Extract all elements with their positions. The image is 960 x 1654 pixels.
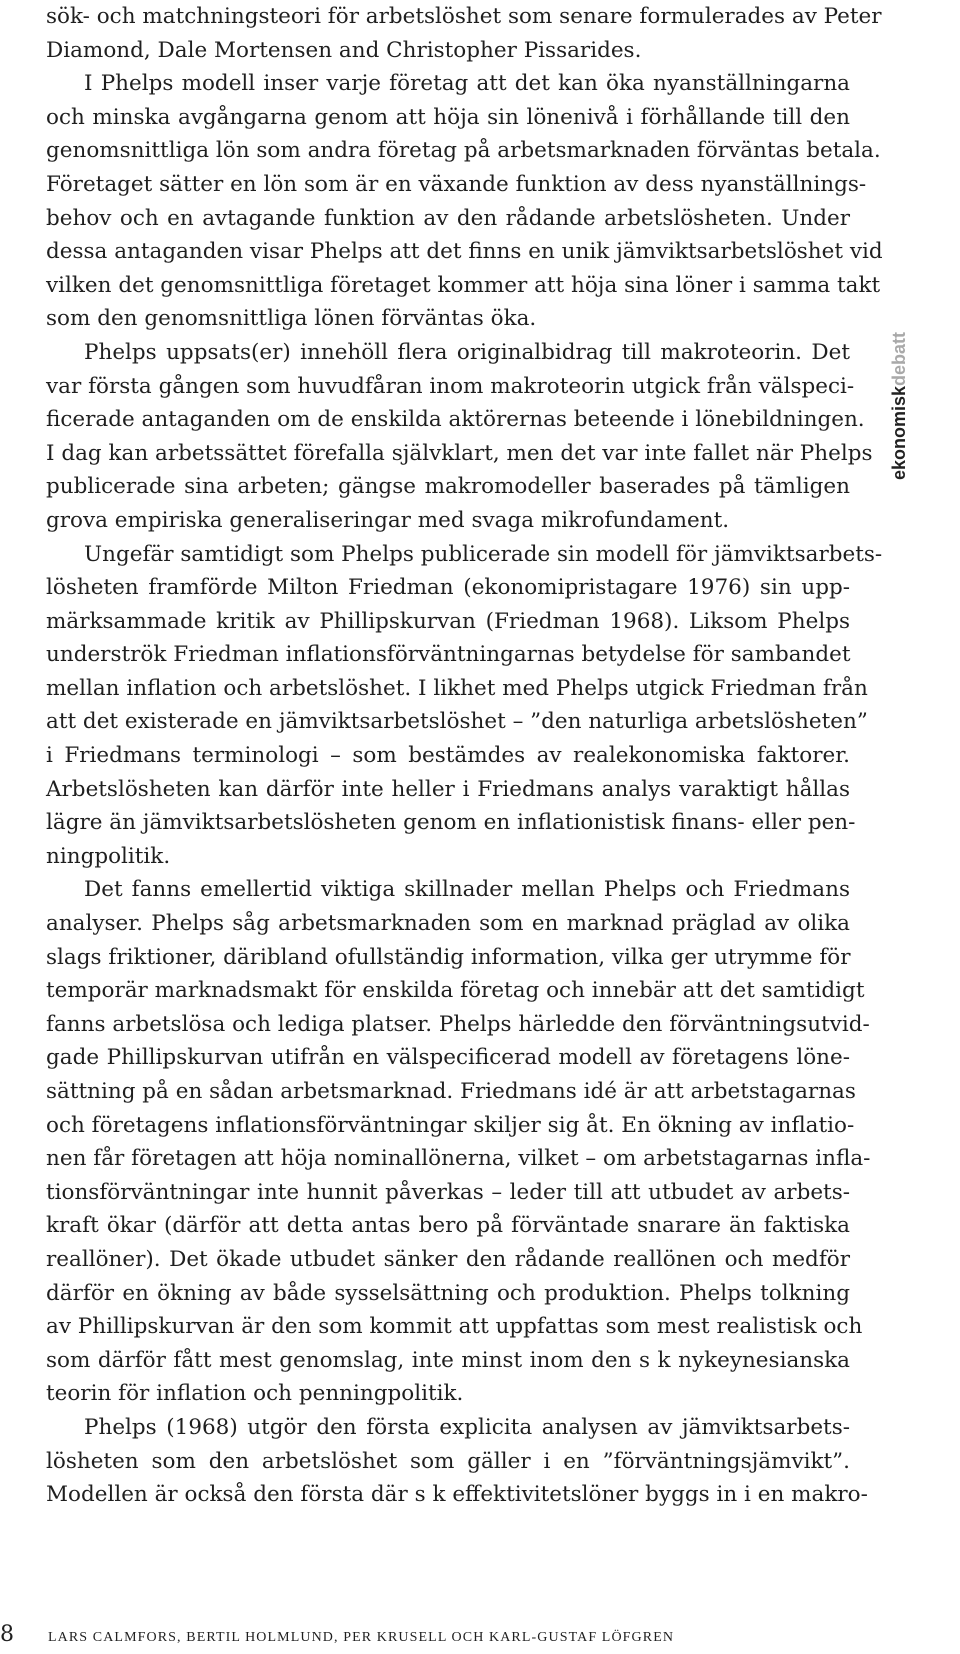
page-number: 8 — [0, 1622, 14, 1647]
journal-logo-svg — [885, 280, 915, 480]
text-line: analyser. Phelps såg arbetsmarknaden som en marknad präglad av olika — [46, 911, 850, 937]
text-line: Phelps (1968) utgör den första explicita analysen av jämviktsarbets- — [84, 1414, 850, 1440]
text-line: sök- och matchningsteori för arbetslöshet som senare formulerades av Peter — [46, 4, 882, 29]
text-line: som den genomsnittliga lönen förväntas öka. — [46, 306, 537, 332]
text-line: och minska avgångarna genom att höja sin lönenivå i förhållande till den — [46, 104, 850, 130]
text-line: I Phelps modell inser varje företag att det kan öka nyanställningarna — [84, 71, 850, 97]
text-line: grova empiriska generaliseringar med svaga mikrofundament. — [46, 507, 730, 533]
text-line: reallöner). Det ökade utbudet sänker den rådande reallönen och medför — [46, 1246, 850, 1272]
text-line: nen får företagen att höja nominallönerna, vilket – om arbetstagarnas infla- — [46, 1146, 871, 1172]
text-line: därför en ökning av både sysselsättning och produktion. Phelps tolkning — [46, 1280, 850, 1306]
text-line: i Friedmans terminologi – som bestämdes av realekonomiska faktorer. — [46, 743, 850, 769]
text-line: lösheten framförde Milton Friedman (ekonomipristagare 1976) sin upp- — [46, 575, 850, 601]
text-line: av Phillipskurvan är den som kommit att uppfattas som mest realistisk och — [46, 1314, 863, 1340]
text-line: Phelps uppsats(er) innehöll flera originalbidrag till makroteorin. Det — [84, 339, 850, 365]
journal-logo-vertical — [885, 280, 915, 480]
text-line: dessa antaganden visar Phelps att det finns en unik jämviktsarbetslöshet vid — [46, 239, 883, 265]
journal-logo-part-ekonomisk: ekonomisk — [889, 385, 909, 480]
journal-logo-part-debatt: debatt — [889, 331, 909, 386]
text-line: kraft ökar (därför att detta antas bero på förväntade snarare än faktiska — [46, 1213, 850, 1239]
text-line: slags friktioner, däribland ofullständig information, vilka ger utrymme för — [46, 944, 851, 970]
text-line: Det fanns emellertid viktiga skillnader mellan Phelps och Friedmans — [84, 877, 850, 903]
text-line: teorin för inflation och penningpolitik. — [46, 1381, 464, 1407]
text-line: Diamond, Dale Mortensen and Christopher Pissarides. — [46, 37, 642, 63]
text-line: I dag kan arbetssättet förefalla självklart, men det var inte fallet när Phelps — [46, 440, 873, 466]
text-line: lösheten som den arbetslöshet som gäller i en ”förväntningsjämvikt”. — [46, 1448, 850, 1474]
text-line: gade Phillipskurvan utifrån en välspecificerad modell av företagens löne- — [46, 1045, 850, 1071]
text-line: ficerade antaganden om de enskilda aktörernas beteende i lönebildningen. — [46, 407, 865, 433]
text-line: märksammade kritik av Phillipskurvan (Friedman 1968). Liksom Phelps — [46, 608, 850, 634]
text-line: underströk Friedman inflationsförväntningarnas betydelse för sambandet — [46, 642, 851, 668]
text-line: Modellen är också den första där s k effektivitetslöner byggs in i en makro- — [46, 1482, 868, 1508]
article-body — [46, 0, 883, 1512]
text-line: ningpolitik. — [46, 843, 171, 869]
text-line: publicerade sina arbeten; gängse makromodeller baserades på tämligen — [46, 474, 850, 500]
running-footer-authors: LARS CALMFORS, BERTIL HOLMLUND, PER KRUSELL OCH KARL-GUSTAF LÖFGREN — [48, 1630, 675, 1645]
text-line: behov och en avtagande funktion av den rådande arbetslösheten. Under — [46, 205, 850, 231]
text-line: genomsnittliga lön som andra företag på arbetsmarknaden förväntas betala. — [46, 138, 881, 164]
text-line: sättning på en sådan arbetsmarknad. Friedmans idé är att arbetstagarnas — [46, 1079, 856, 1104]
text-line: som därför fått mest genomslag, inte minst inom den s k nykeynesianska — [46, 1347, 850, 1373]
text-line: var första gången som huvudfåran inom makroteorin utgick från välspeci- — [46, 373, 855, 399]
text-line: Arbetslösheten kan därför inte heller i Friedmans analys varaktigt hållas — [46, 776, 850, 802]
text-line: att det existerade en jämviktsarbetslöshet – ”den naturliga arbetslösheten” — [46, 709, 868, 735]
text-line: temporär marknadsmakt för enskilda företag och innebär att det samtidigt — [46, 978, 865, 1004]
text-line: fanns arbetslösa och lediga platser. Phelps härledde den förväntningsutvid- — [46, 1011, 870, 1037]
text-line: tionsförväntningar inte hunnit påverkas – leder till att utbudet av arbets- — [46, 1179, 850, 1205]
journal-logo-text — [889, 332, 909, 480]
text-line: Ungefär samtidigt som Phelps publicerade sin modell för jämviktsarbets- — [84, 541, 883, 567]
text-line: och företagens inflationsförväntningar skiljer sig åt. En ökning av inflatio- — [46, 1112, 855, 1138]
text-line: Företaget sätter en lön som är en växande funktion av dess nyanställnings- — [46, 171, 867, 197]
page-footer — [0, 1622, 960, 1654]
text-line: mellan inflation och arbetslöshet. I likhet med Phelps utgick Friedman från — [46, 675, 868, 701]
text-line: lägre än jämviktsarbetslösheten genom en inflationistisk finans- eller pen- — [46, 810, 856, 836]
text-line: vilken det genomsnittliga företaget kommer att höja sina löner i samma takt — [46, 272, 881, 298]
